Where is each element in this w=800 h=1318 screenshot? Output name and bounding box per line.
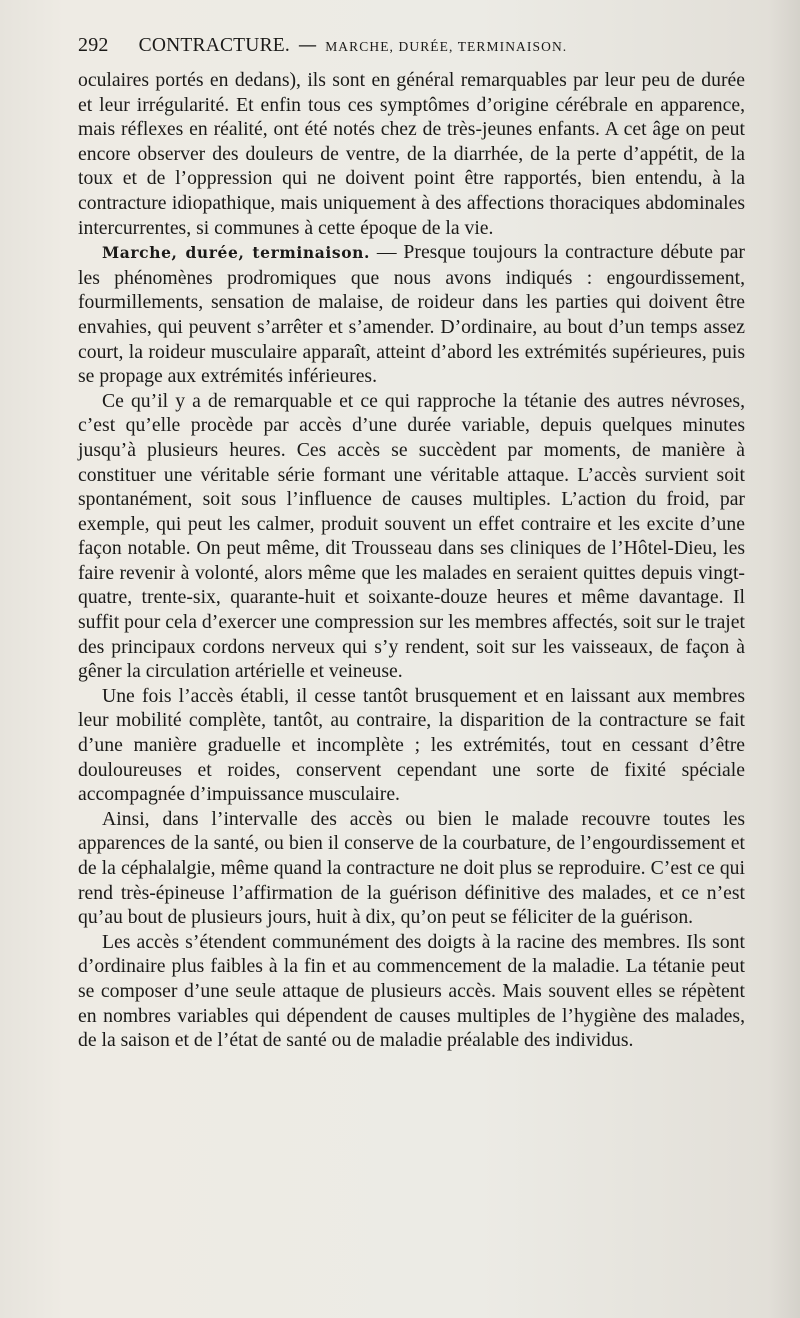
run-in-heading: Marche, durée, terminaison.	[102, 243, 371, 263]
header-dash: —	[297, 34, 318, 56]
paragraph-marche	[78, 240, 745, 389]
paragraph-continued: oculaires portés en dedans), ils sont en général remarquables par leur peu de durée et leur irrégularité. Et enfin tous ces symptômes d’origine cérébrale en apparence, mais réflexes en réalité, ont été notés chez de très-jeunes enfants. A cet âge on peut encore observer des douleurs de ventre, de la diarrhée, de la perte d’appétit, de la toux et de l’oppression qui ne doivent point être rapportés, bien entendu, à la contracture idiopathique, mais uniquement à des affections thoraciques abdominales intercurrentes, si communes à cette époque de la vie.	[78, 69, 745, 239]
paragraph-les-acces: Les accès s’étendent communément des doigts à la racine des membres. Ils sont d’ordinaire plus faibles à la fin et au commencement de la maladie. La tétanie peut se composer d’une seule attaque de plusieurs accès. Mais souvent elles se répètent en nombres variables qui dépendent de causes multiples de l’hygiène des malades, de la saison et de l’état de santé ou de maladie préalable des individus.	[78, 930, 745, 1052]
running-header	[78, 34, 746, 60]
section-subtitle: MARCHE, DURÉE, TERMINAISON.	[325, 39, 568, 54]
chapter-title: CONTRACTURE.	[138, 35, 290, 56]
body-text	[78, 68, 745, 1053]
paragraph-une-fois: Une fois l’accès établi, il cesse tantôt brusquement et en laissant aux membres leur mobilité complète, tantôt, au contraire, la disparition de la contracture se fait d’une manière graduelle et incomplète ; les extrémités, tout en cessant d’être douloureuses et roides, conservent cependant une sorte de fixité spéciale accompagnée d’impuissance musculaire.	[78, 684, 745, 806]
paragraph-acces: Ce qu’il y a de remarquable et ce qui rapproche la tétanie des autres névroses, c’est qu’elle procède par accès d’une durée variable, depuis quelques minutes jusqu’à plusieurs heures. Ces accès se succèdent par moments, de manière à constituer une véritable série formant une véritable attaque. L’accès survient soit spontanément, soit sous l’influence de causes multiples. L’action du froid, par exemple, qui peut les calmer, produit souvent un effet contraire et les excite d’une façon notable. On peut même, dit Trousseau dans ses cliniques de l’Hôtel-Dieu, les faire revenir à volonté, alors même que les malades en seraient quittes depuis vingt-quatre, trente-six, quarante-huit et soixante-douze heures et même davantage. Il suffit pour cela d’exercer une compression sur les membres affectés, soit sur le trajet des principaux cordons nerveux qui s’y rendent, soit sur les vaisseaux, de façon à gêner la circulation artérielle et veineuse.	[78, 389, 745, 683]
page-number: 292	[78, 34, 109, 56]
paragraph-text: — Presque toujours la contracture débute par les phénomènes prodromiques que nous avons indiqués : engourdissement, fourmillements, sensation de malaise, de roideur dans les parties qui doivent être envahies, qui peuvent s’arrêter et s’amender. D’ordinaire, au bout d’un temps assez court, la roideur musculaire apparaît, atteint d’abord les extrémités supérieures, puis se propage aux extrémités inférieures.	[78, 241, 745, 388]
paragraph-ainsi: Ainsi, dans l’intervalle des accès ou bien le malade recouvre toutes les apparences de la santé, ou bien il conserve de la courbature, de l’engourdissement et de la céphalalgie, même quand la contracture ne doit plus se reproduire. C’est ce qui rend très-épineuse l’affirmation de la guérison définitive des malades, et ce n’est qu’au bout de plusieurs jours, huit à dix, qu’on peut se féliciter de la guérison.	[78, 807, 745, 929]
